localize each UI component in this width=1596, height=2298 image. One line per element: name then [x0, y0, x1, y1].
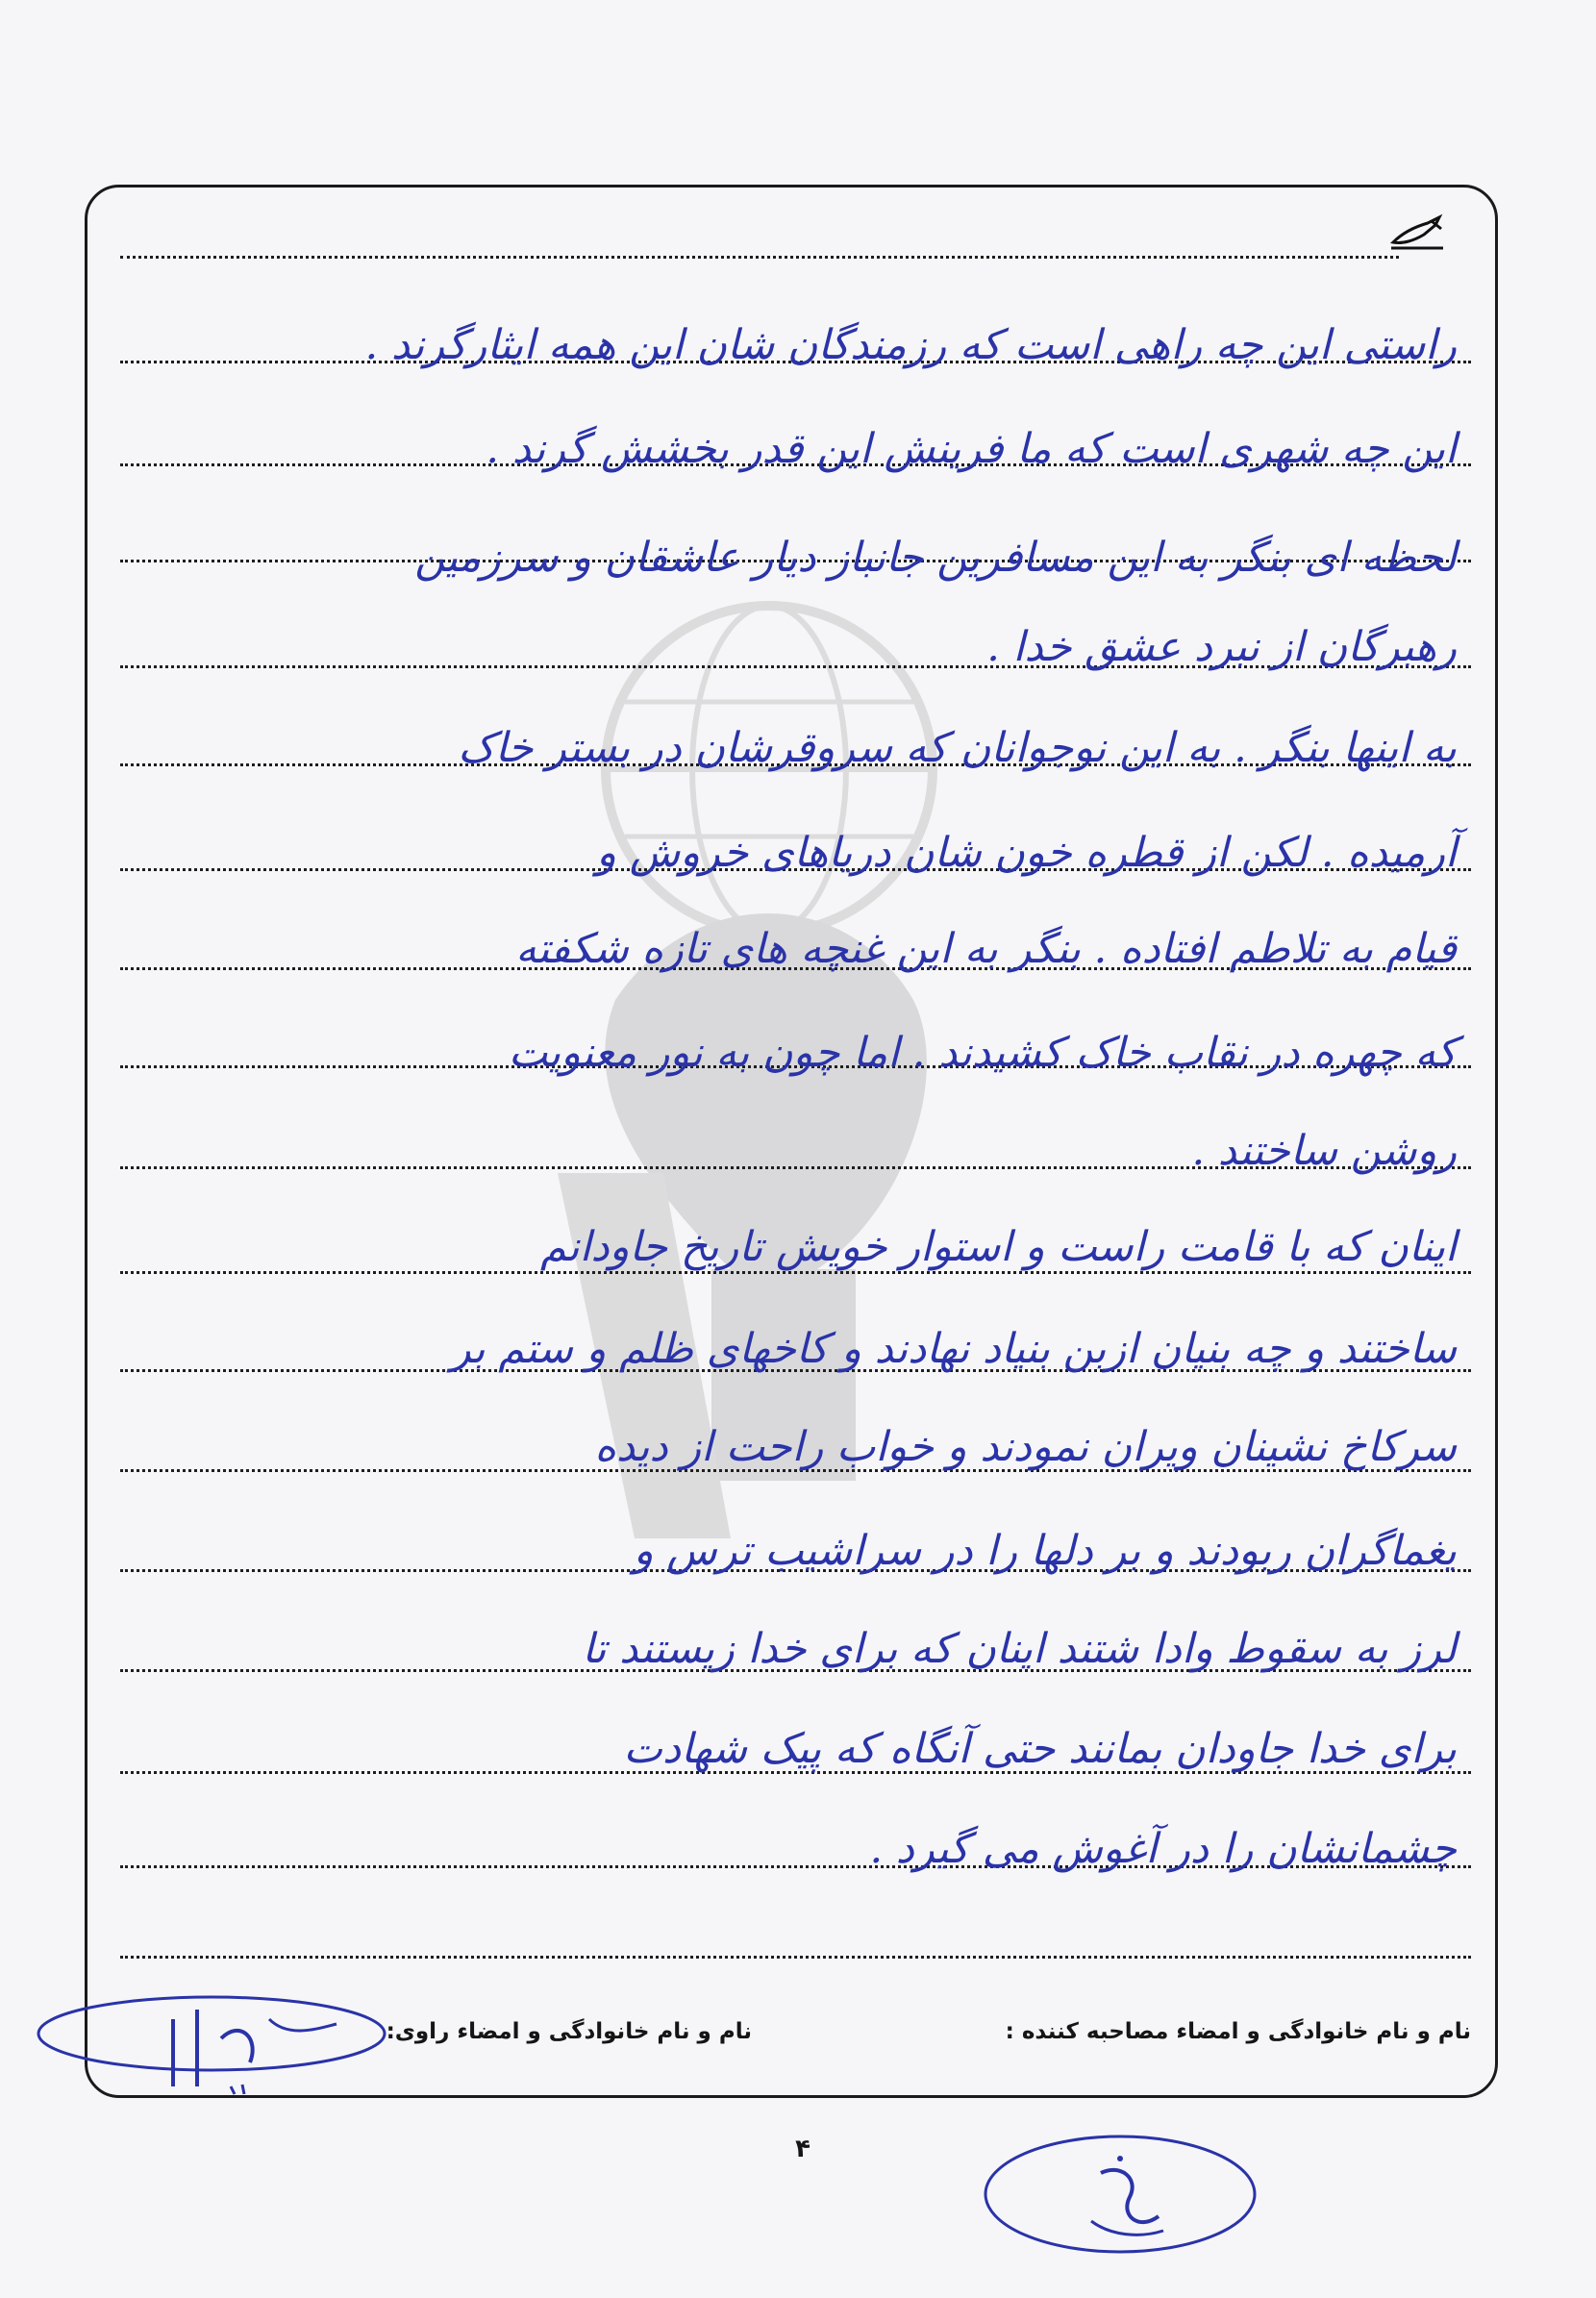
handwritten-line: این چه شهری است که ما فرینش این قدر بخشش گرند .: [486, 425, 1457, 473]
handwritten-line: ساختند و چه بنیان ازبن بنیاد نهادند و کاخهای ظلم و ستم بر: [450, 1325, 1457, 1373]
handwritten-line: چشمانشان را در آغوش می گیرد .: [869, 1825, 1457, 1873]
handwritten-line: آرمیده . لکن از قطره خون شان دریاهای خروش و: [596, 829, 1457, 877]
handwritten-line: که چهره در نقاب خاک کشیدند . اما چون به نور معنویت: [508, 1029, 1457, 1077]
handwritten-line: قیام به تلاطم افتاده . بنگر به این غنچه های تازه شکفته: [515, 925, 1457, 973]
ruled-line: [120, 256, 1399, 259]
handwritten-line: یغماگران ربودند و بر دلها را در سراشیب ترس و: [633, 1527, 1457, 1575]
narrator-signature-label: نام و نام خانوادگی و امضاء راوی:: [386, 2019, 752, 2044]
interviewer-signature: [976, 2125, 1264, 2260]
pen-icon: [1389, 213, 1445, 252]
handwritten-line: به اینها بنگر . به این نوجوانان که سروقرشان در بستر خاک: [458, 724, 1457, 772]
ruled-line: [120, 1956, 1471, 1959]
handwritten-line: روشن ساختند .: [1191, 1127, 1457, 1175]
handwritten-line: سرکاخ نشینان ویران نمودند و خواب راحت از دیده: [594, 1423, 1457, 1471]
handwritten-line: اینان که با قامت راست و استوار خویش تاریخ جاودانم: [540, 1223, 1457, 1271]
handwritten-line: رهبرگان از نبرد عشق خدا .: [986, 623, 1457, 671]
interviewer-signature-label: نام و نام خانوادگی و امضاء مصاحبه کننده :: [1005, 2019, 1471, 2044]
page-number: ۴: [795, 2135, 810, 2163]
handwritten-line: لحظه ای بنگر به این مسافرین جانباز دیار عاشقان و سرزمین: [414, 534, 1457, 582]
narrator-signature: [29, 1981, 394, 2106]
handwritten-line: برای خدا جاودان بمانند حتی آنگاه که پیک شهادت: [623, 1725, 1457, 1773]
handwritten-line: لرز به سقوط وادا شتند اینان که برای خدا زیستند تا: [582, 1625, 1457, 1673]
handwritten-line: راستی این چه راهی است که رزمندگان شان این همه ایثارگرند .: [364, 321, 1457, 369]
